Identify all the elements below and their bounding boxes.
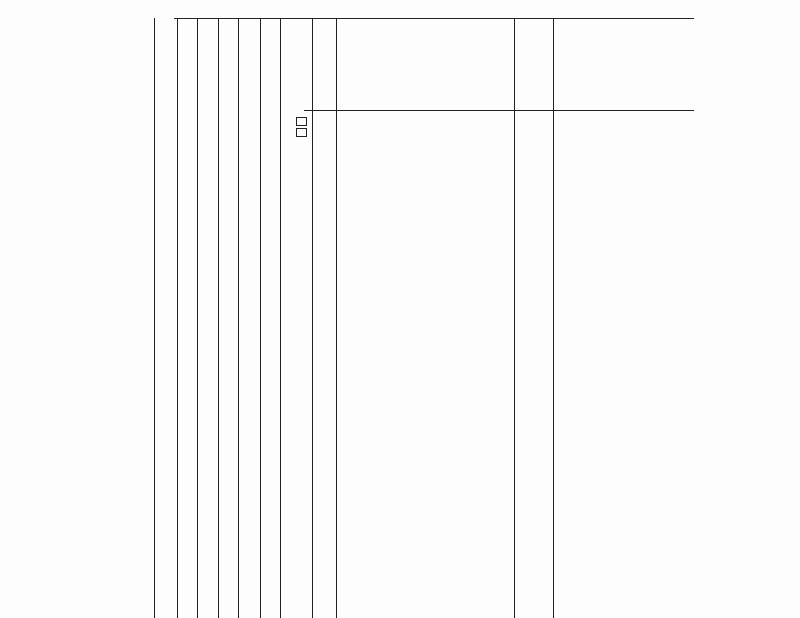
rule xyxy=(280,18,281,618)
table-left-border xyxy=(174,18,694,19)
rule xyxy=(514,18,515,618)
rule xyxy=(238,18,239,618)
rule xyxy=(218,18,219,618)
checkbox[interactable] xyxy=(296,117,307,126)
code-column-divider xyxy=(304,110,694,111)
rule xyxy=(177,18,178,618)
rule xyxy=(312,18,313,618)
rule xyxy=(553,18,554,618)
rule xyxy=(197,18,198,618)
rule xyxy=(154,18,155,618)
rule xyxy=(336,18,337,618)
checkbox[interactable] xyxy=(296,128,307,137)
apparent-violation-line xyxy=(296,116,307,138)
rule xyxy=(260,18,261,618)
